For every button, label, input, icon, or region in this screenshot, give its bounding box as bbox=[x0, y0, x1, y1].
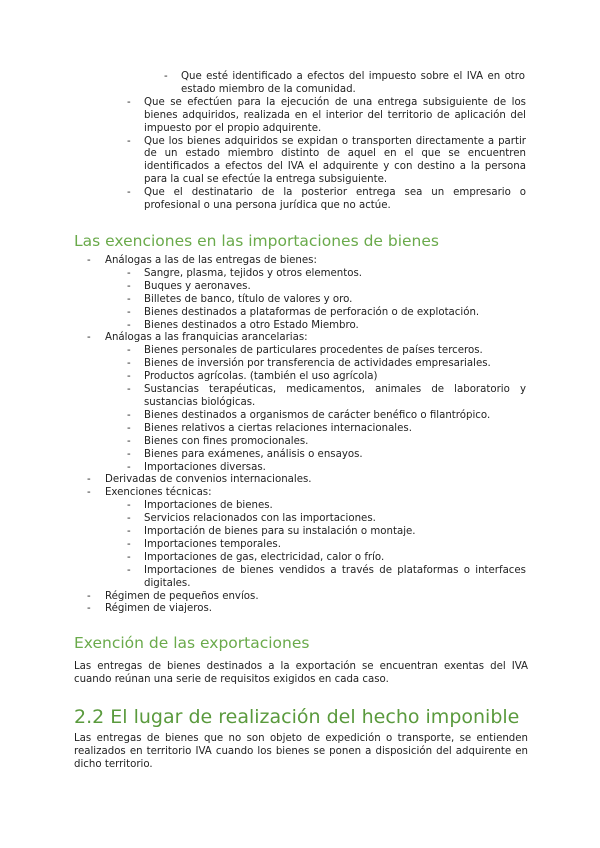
list-bullet: - bbox=[127, 267, 131, 279]
exportaciones-paragraph: Las entregas de bienes destinados a la exportación se encuentran exentas del IVA cuando reúnan una serie de requisitos exigidos en cada caso. bbox=[74, 661, 528, 685]
list-item: - Análogas a las franquicias arancelarias: bbox=[87, 332, 308, 344]
list-bullet: - bbox=[127, 319, 131, 331]
list-bullet: - bbox=[127, 422, 131, 434]
list-item: - Importación de bienes para su instalación o montaje. bbox=[127, 526, 416, 538]
list-item: - Exenciones técnicas: bbox=[87, 487, 212, 499]
list-item: - Derivadas de convenios internacionales. bbox=[87, 474, 312, 486]
lugar-paragraph: Las entregas de bienes que no son objeto de expedición o transporte, se entienden realizados en territorio IVA cuando los bienes se ponen a disposición del adquirente en dicho territorio. bbox=[74, 733, 528, 770]
list-item: - Que esté identificado a efectos del impuesto sobre el IVA en otro estado miembro de la comunidad. bbox=[164, 71, 525, 95]
list-item: - Importaciones de bienes. bbox=[127, 500, 273, 512]
list-item: - Importaciones temporales. bbox=[127, 538, 281, 550]
list-bullet: - bbox=[164, 71, 168, 82]
importaciones-list bbox=[0, 255, 600, 616]
list-item: - Bienes para exámenes, análisis o ensayos. bbox=[127, 448, 363, 460]
list-bullet: - bbox=[127, 345, 131, 357]
list-item: - Importaciones de bienes vendidos a través de plataformas o interfaces digitales. bbox=[127, 564, 526, 589]
list-bullet: - bbox=[127, 551, 131, 563]
list-item: - Que los bienes adquiridos se expidan o transporten directamente a partir de un estado miembro distinto de aquel en el que se encuentren identificados a efectos del IVA el adquirente y con destino a la persona para la cual se efectúe la entrega subsiguiente. bbox=[127, 135, 526, 186]
section-heading-importaciones: Las exenciones en las importaciones de bienes bbox=[74, 232, 439, 250]
list-item: - Bienes de inversión por transferencia de actividades empresariales. bbox=[127, 358, 491, 370]
list-item: - Importaciones de gas, electricidad, calor o frío. bbox=[127, 551, 385, 563]
list-item: - Bienes personales de particulares procedentes de países terceros. bbox=[127, 345, 483, 357]
list-bullet: - bbox=[127, 513, 131, 525]
list-item: - Régimen de pequeños envíos. bbox=[87, 590, 259, 602]
list-bullet: - bbox=[127, 500, 131, 512]
list-item: - Importaciones diversas. bbox=[127, 461, 266, 473]
list-item: - Bienes destinados a otro Estado Miembro. bbox=[127, 319, 359, 331]
list-bullet: - bbox=[127, 564, 131, 576]
list-bullet: - bbox=[127, 526, 131, 538]
list-bullet: - bbox=[127, 280, 131, 292]
list-item: - Buques y aeronaves. bbox=[127, 280, 251, 292]
list-bullet: - bbox=[87, 590, 91, 602]
list-bullet: - bbox=[127, 96, 131, 108]
list-item: - Productos agrícolas. (también el uso agrícola) bbox=[127, 371, 378, 383]
list-bullet: - bbox=[127, 358, 131, 370]
list-bullet: - bbox=[127, 384, 131, 396]
list-item: - Billetes de banco, título de valores y oro. bbox=[127, 293, 353, 305]
list-item: - Bienes con fines promocionales. bbox=[127, 435, 309, 447]
list-item: - Que el destinatario de la posterior entrega sea un empresario o profesional o una persona jurídica que no actúe. bbox=[127, 187, 526, 212]
list-item: - Sustancias terapéuticas, medicamentos, animales de laboratorio y sustancias biológicas. bbox=[127, 384, 526, 408]
list-item: - Sangre, plasma, tejidos y otros elementos. bbox=[127, 267, 363, 279]
list-bullet: - bbox=[127, 135, 131, 147]
list-bullet: - bbox=[127, 435, 131, 447]
list-bullet: - bbox=[127, 538, 131, 550]
list-bullet: - bbox=[127, 306, 131, 318]
list-bullet: - bbox=[87, 603, 91, 615]
list-bullet: - bbox=[87, 487, 91, 499]
list-bullet: - bbox=[87, 255, 91, 266]
list-item: - Bienes destinados a plataformas de perforación o de explotación. bbox=[127, 306, 480, 318]
list-item: - Bienes destinados a organismos de carácter benéfico o filantrópico. bbox=[127, 409, 491, 421]
list-bullet: - bbox=[87, 474, 91, 486]
list-bullet: - bbox=[127, 293, 131, 305]
list-bullet: - bbox=[127, 448, 131, 460]
list-bullet: - bbox=[127, 187, 131, 199]
list-bullet: - bbox=[127, 461, 131, 473]
list-bullet: - bbox=[127, 371, 131, 383]
list-item: - Régimen de viajeros. bbox=[87, 603, 212, 615]
list-item: - Servicios relacionados con las importaciones. bbox=[127, 513, 376, 525]
section-heading-lugar: 2.2 El lugar de realización del hecho imponible bbox=[74, 706, 520, 728]
top-list bbox=[0, 71, 600, 213]
list-item: - Que se efectúen para la ejecución de una entrega subsiguiente de los bienes adquiridos, realizada en el interior del territorio de aplicación del impuesto por el propio adquirente. bbox=[127, 96, 526, 134]
list-item: - Análogas a las de las entregas de bienes: bbox=[87, 255, 317, 266]
section-heading-exportaciones: Exención de las exportaciones bbox=[74, 634, 310, 652]
list-item: - Bienes relativos a ciertas relaciones internacionales. bbox=[127, 422, 412, 434]
list-bullet: - bbox=[87, 332, 91, 344]
list-bullet: - bbox=[127, 409, 131, 421]
